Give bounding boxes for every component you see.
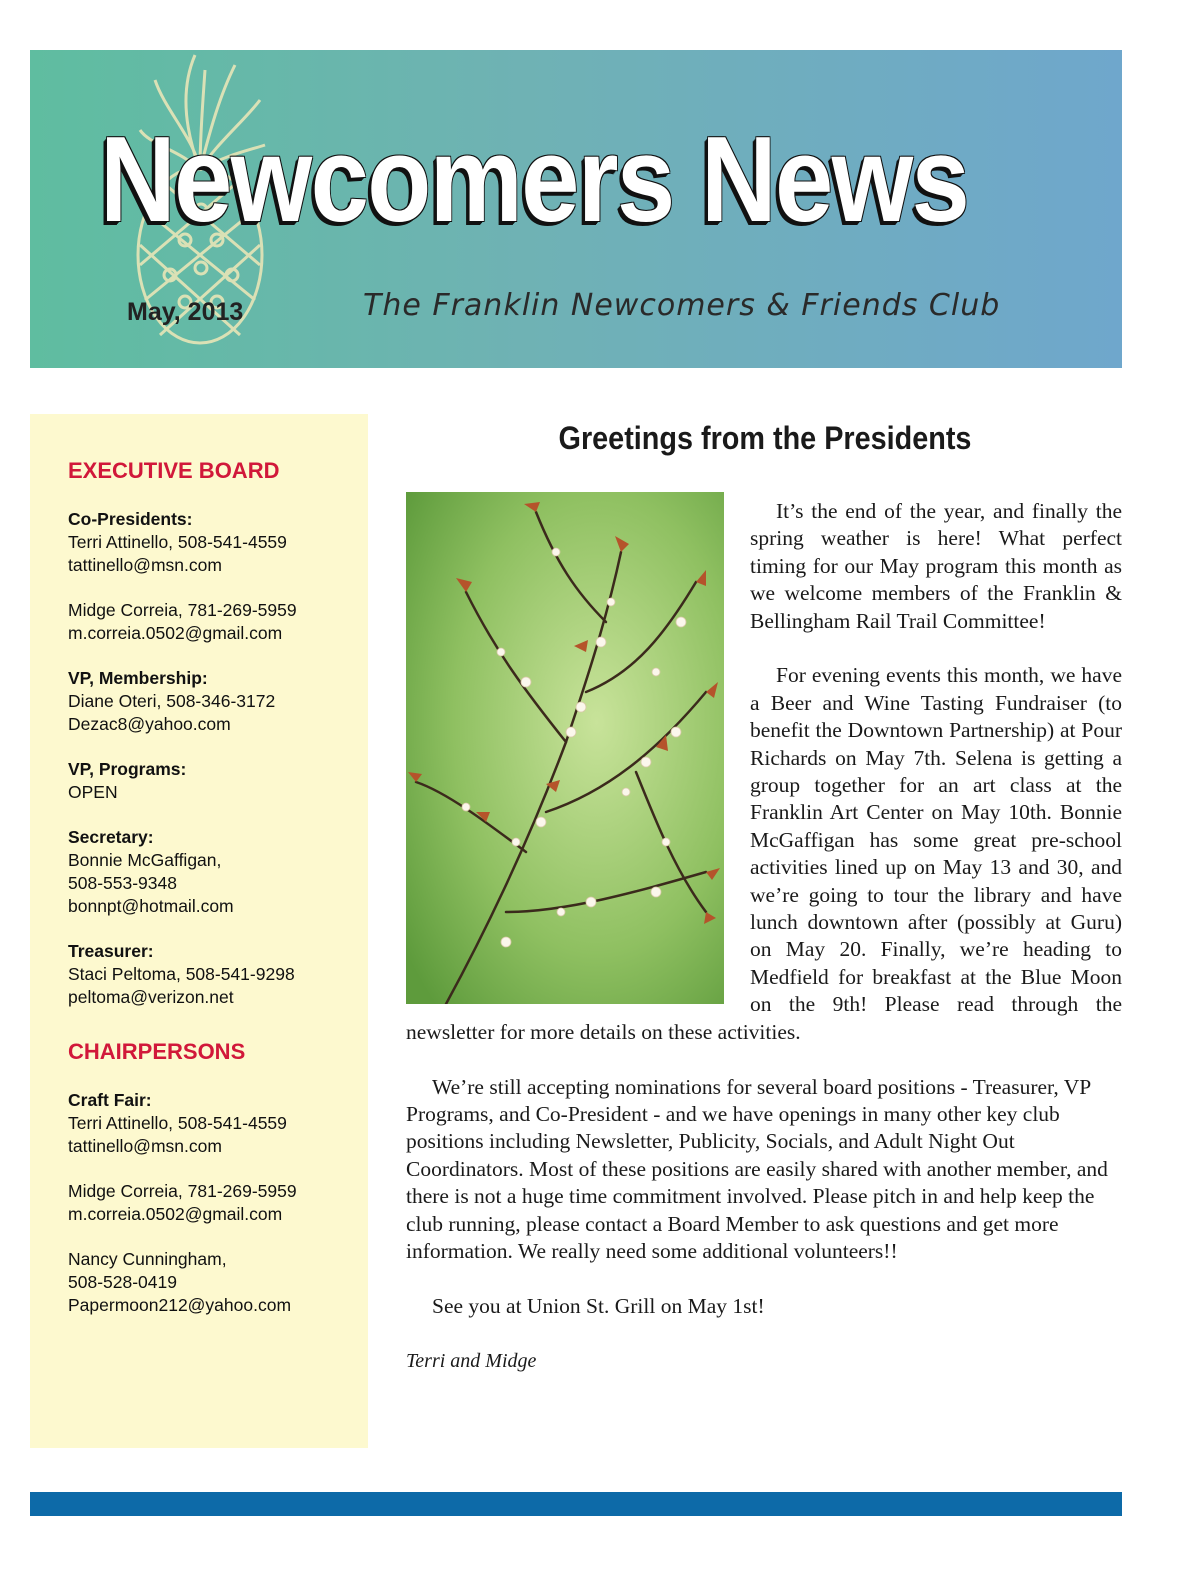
sidebar	[30, 414, 368, 1448]
contact-line: Papermoon212@yahoo.com	[68, 1295, 292, 1315]
issue-date: May, 2013	[127, 298, 244, 326]
contact-entry	[68, 599, 358, 645]
contact-line: tattinello@msn.com	[68, 1136, 222, 1156]
contact-line: m.correia.0502@gmail.com	[68, 1204, 283, 1224]
contact-role: Secretary:	[68, 827, 154, 847]
newsletter-title: Newcomers News	[100, 111, 969, 247]
article-title: Greetings from the Presidents	[558, 420, 972, 456]
contact-role: Craft Fair:	[68, 1090, 152, 1110]
article-body	[406, 498, 1122, 1402]
contact-line: OPEN	[68, 782, 118, 802]
contact-line: Nancy Cunningham,	[68, 1249, 227, 1269]
article-paragraph-4: See you at Union St. Grill on May 1st!	[432, 1293, 765, 1318]
contact-line: tattinello@msn.com	[68, 555, 222, 575]
contact-line: Staci Peltoma, 508-541-9298	[68, 964, 295, 984]
club-subtitle: The Franklin Newcomers & Friends Club	[363, 288, 1001, 323]
contact-entry	[68, 667, 358, 736]
sidebar-content	[68, 458, 358, 1339]
article-signature: Terri and Midge	[406, 1349, 537, 1372]
chairpersons-list	[68, 1089, 358, 1317]
contact-line: Midge Correia, 781-269-5959	[68, 1181, 297, 1201]
contact-entry	[68, 758, 358, 804]
masthead	[30, 50, 1122, 368]
article-paragraph-1: It’s the end of the year, and finally the spring weather is here! What perfect timing for our May program this month as we welcome members of the Franklin & Bellingham Rail Trail Committee!	[750, 499, 1122, 633]
contact-role: Co-Presidents:	[68, 509, 193, 529]
contact-role: VP, Membership:	[68, 668, 208, 688]
article-paragraph-2: For evening events this month, we have a Beer and Wine Tasting Fundraiser (to benefit the Downtown Partnership) at Pour Richards on May 7th. Selena is getting a group together for an art class at the Franklin Art Center on May 10th. Bonnie McGaffigan has some great pre-school activities lined up on May 13 and 30, and we’re going to tour the library and have lunch downtown after (possibly at Guru) on May 20. Finally, we’re heading to Medfield for breakfast at the Blue Moon on the 9th! Please read through the newsletter for more details on these activities.	[406, 663, 1122, 1044]
footer-bar	[30, 1492, 1122, 1516]
executive-board-list	[68, 508, 358, 1009]
contact-entry	[68, 1248, 358, 1317]
article-paragraph-3: We’re still accepting nominations for several board positions - Treasurer, VP Programs, and Co-President - and we have openings in many other key club positions including Newsletter, Publicity, Socials, and Adult Night Out Coordinators. Most of these positions are easily shared with another member, and there is not a huge time commitment involved. Please pitch in and help keep the club running, please contact a Board Member to ask questions and get more information. We really need some additional volunteers!!	[406, 1074, 1108, 1263]
contact-line: bonnpt@hotmail.com	[68, 896, 234, 916]
contact-line: 508-528-0419	[68, 1272, 177, 1292]
contact-line: Diane Oteri, 508-346-3172	[68, 691, 276, 711]
photo-wrap-spacer	[406, 498, 750, 1016]
executive-board-heading: EXECUTIVE BOARD	[68, 458, 280, 483]
contact-line: 508-553-9348	[68, 873, 177, 893]
contact-entry	[68, 826, 358, 918]
contact-line: Terri Attinello, 508-541-4559	[68, 1113, 287, 1133]
contact-role: Treasurer:	[68, 941, 154, 961]
chairpersons-heading: CHAIRPERSONS	[68, 1039, 246, 1064]
contact-entry	[68, 508, 358, 577]
contact-line: Dezac8@yahoo.com	[68, 714, 231, 734]
contact-line: m.correia.0502@gmail.com	[68, 623, 283, 643]
contact-role: VP, Programs:	[68, 759, 187, 779]
contact-entry	[68, 940, 358, 1009]
contact-line: peltoma@verizon.net	[68, 987, 234, 1007]
contact-line: Midge Correia, 781-269-5959	[68, 600, 297, 620]
contact-entry	[68, 1180, 358, 1226]
contact-line: Terri Attinello, 508-541-4559	[68, 532, 287, 552]
contact-entry	[68, 1089, 358, 1158]
contact-line: Bonnie McGaffigan,	[68, 850, 222, 870]
